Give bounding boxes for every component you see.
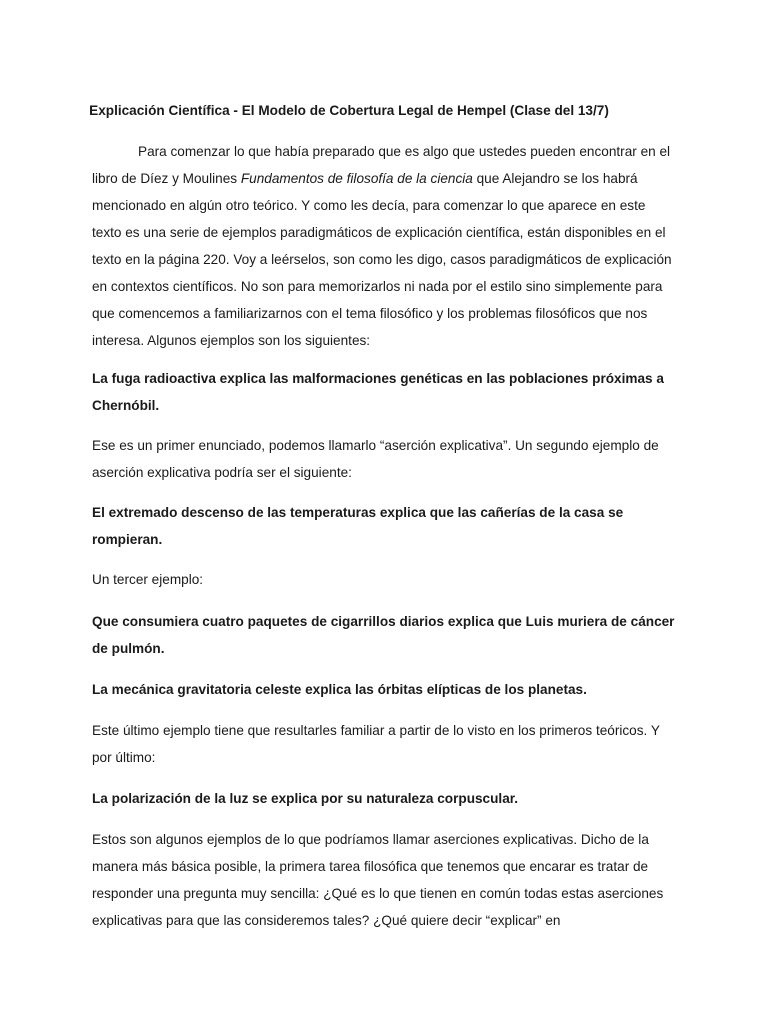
example-statement-5: La polarización de la luz se explica por su naturaleza corpuscular. (92, 791, 519, 806)
document-title: Explicación Científica - El Modelo de Cobertura Legal de Hempel (Clase del 13/7) (89, 103, 609, 118)
intro-text-start: Para comenzar lo que había preparado que es algo que ustedes pueden encontrar en el libro de Díez y Moulines (92, 144, 671, 186)
example-statement-3: Que consumiera cuatro paquetes de cigarrillos diarios explica que Luis muriera de cáncer de pulmón. (92, 614, 675, 656)
example-statement-4: La mecánica gravitatoria celeste explica las órbitas elípticas de los planetas. (92, 682, 587, 697)
closing-paragraph: Estos son algunos ejemplos de lo que podríamos llamar aserciones explicativas. Dicho de la manera más básica posible, la primera tarea filosófica que tenemos que encarar es tratar de responder una pregunta muy sencilla: ¿Qué es lo que tienen en común todas estas aserciones explicativas para que las consideremos tales? ¿Qué quiere decir “explicar” en (92, 832, 664, 928)
commentary-paragraph-2: Un tercer ejemplo: (92, 572, 204, 587)
example-statement-1: La fuga radioactiva explica las malformaciones genéticas en las poblaciones próximas a Chernóbil. (92, 371, 664, 413)
intro-text-end: que Alejandro se los habrá mencionado en algún otro teórico. Y como les decía, para comenzar lo que aparece en este texto es una serie de ejemplos paradigmáticos de explicación científica, están disponibles en el texto en la página 220. Voy a leérselos, son como les digo, casos paradigmáticos de explicación en contextos científicos. No son para memorizarlos ni nada por el estilo sino simplemente para que comencemos a familiarizarnos con el tema filosófico y los problemas filosóficos que nos interesa. Algunos ejemplos son los siguientes: (92, 171, 672, 348)
intro-paragraph (92, 138, 676, 354)
book-title: Fundamentos de filosofía de la ciencia (240, 171, 473, 186)
example-statement-2: El extremado descenso de las temperaturas explica que las cañerías de la casa se rompieran. (92, 505, 624, 547)
commentary-paragraph-1: Ese es un primer enunciado, podemos llamarlo “aserción explicativa”. Un segundo ejemplo de aserción explicativa podría ser el siguiente: (92, 438, 659, 480)
commentary-paragraph-3: Este último ejemplo tiene que resultarles familiar a partir de lo visto en los primeros teóricos. Y por último: (92, 723, 660, 765)
